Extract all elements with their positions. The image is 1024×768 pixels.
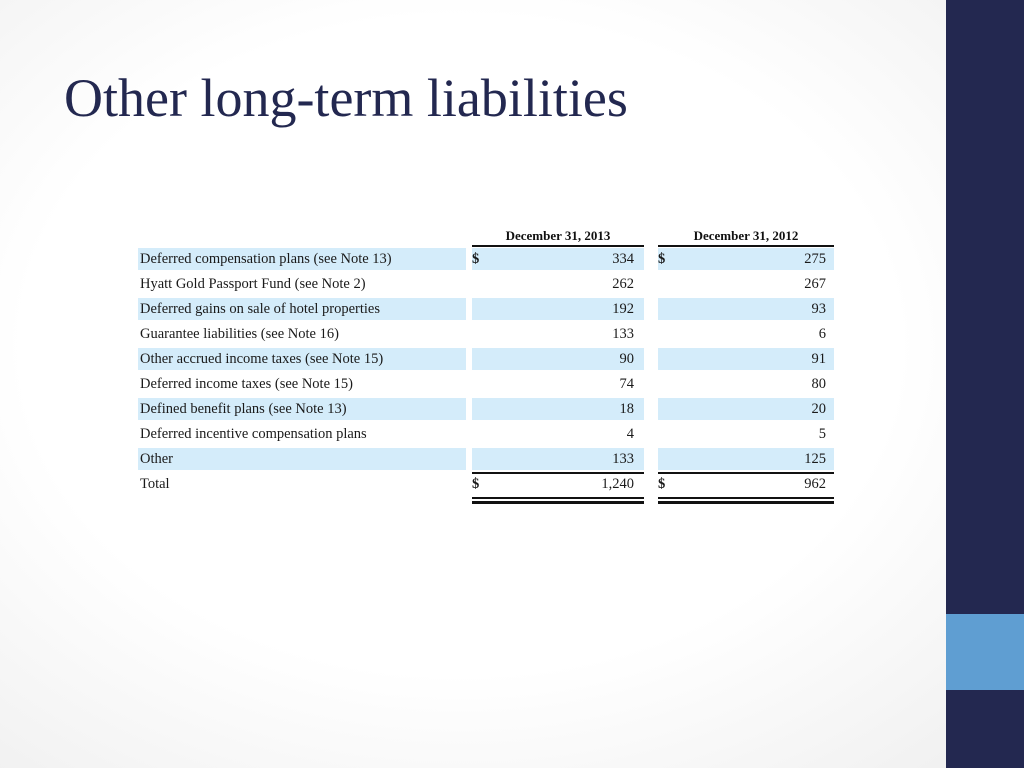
value-2013: 4 (626, 426, 634, 442)
value-2012: 5 (818, 426, 826, 442)
value-2012: 6 (818, 326, 826, 342)
value-2013: 133 (612, 326, 634, 342)
row-label: Guarantee liabilities (see Note 16) (140, 326, 339, 342)
value-2012: 20 (811, 401, 826, 417)
value-2013: 133 (612, 451, 634, 467)
sidebar-accent-block (946, 614, 1024, 690)
table-row (138, 397, 838, 422)
column-header-2012: December 31, 2012 (693, 228, 799, 243)
table-row (138, 422, 838, 447)
row-label: Other (140, 451, 174, 467)
table-row (138, 347, 838, 372)
value-2012: 91 (811, 351, 826, 367)
row-label: Deferred gains on sale of hotel properties (140, 301, 380, 317)
table-body (138, 247, 838, 497)
value-2013: 18 (619, 401, 634, 417)
sidebar (946, 0, 1024, 768)
row-label: Defined benefit plans (see Note 13) (140, 401, 347, 417)
value-2012: 80 (811, 376, 826, 392)
total-double-rule (658, 501, 834, 504)
value-2013: 90 (619, 351, 634, 367)
table-row (138, 297, 838, 322)
value-2013: 262 (612, 276, 634, 292)
table-row (138, 372, 838, 397)
row-label: Deferred income taxes (see Note 15) (140, 376, 353, 392)
value-2013: 334 (612, 251, 634, 267)
value-2012: 125 (804, 451, 826, 467)
total-double-rule (658, 497, 834, 499)
table-row (138, 272, 838, 297)
value-2012: 93 (811, 301, 826, 317)
table-row (138, 447, 838, 472)
total-double-rule (472, 501, 644, 504)
row-label: Deferred compensation plans (see Note 13) (140, 251, 392, 267)
value-2013: 192 (612, 301, 634, 317)
total-value-2012: 962 (804, 476, 826, 492)
currency-symbol: $ (658, 476, 666, 492)
table-row (138, 322, 838, 347)
total-label: Total (140, 476, 170, 492)
currency-symbol: $ (472, 251, 480, 267)
row-label: Deferred incentive compensation plans (140, 426, 367, 442)
total-row (138, 472, 838, 497)
currency-symbol: $ (472, 476, 480, 492)
row-label: Other accrued income taxes (see Note 15) (140, 351, 384, 367)
table-row (138, 247, 838, 272)
row-label: Hyatt Gold Passport Fund (see Note 2) (140, 276, 366, 292)
liabilities-table (138, 224, 838, 514)
value-2012: 267 (804, 276, 826, 292)
value-2012: 275 (804, 251, 826, 267)
row-shade (138, 448, 466, 470)
slide-title: Other long-term liabilities (64, 68, 628, 128)
currency-symbol: $ (658, 251, 666, 267)
value-2013: 74 (619, 376, 634, 392)
column-header-2013: December 31, 2013 (505, 228, 611, 243)
total-value-2013: 1,240 (601, 476, 634, 492)
total-double-rule (472, 497, 644, 499)
